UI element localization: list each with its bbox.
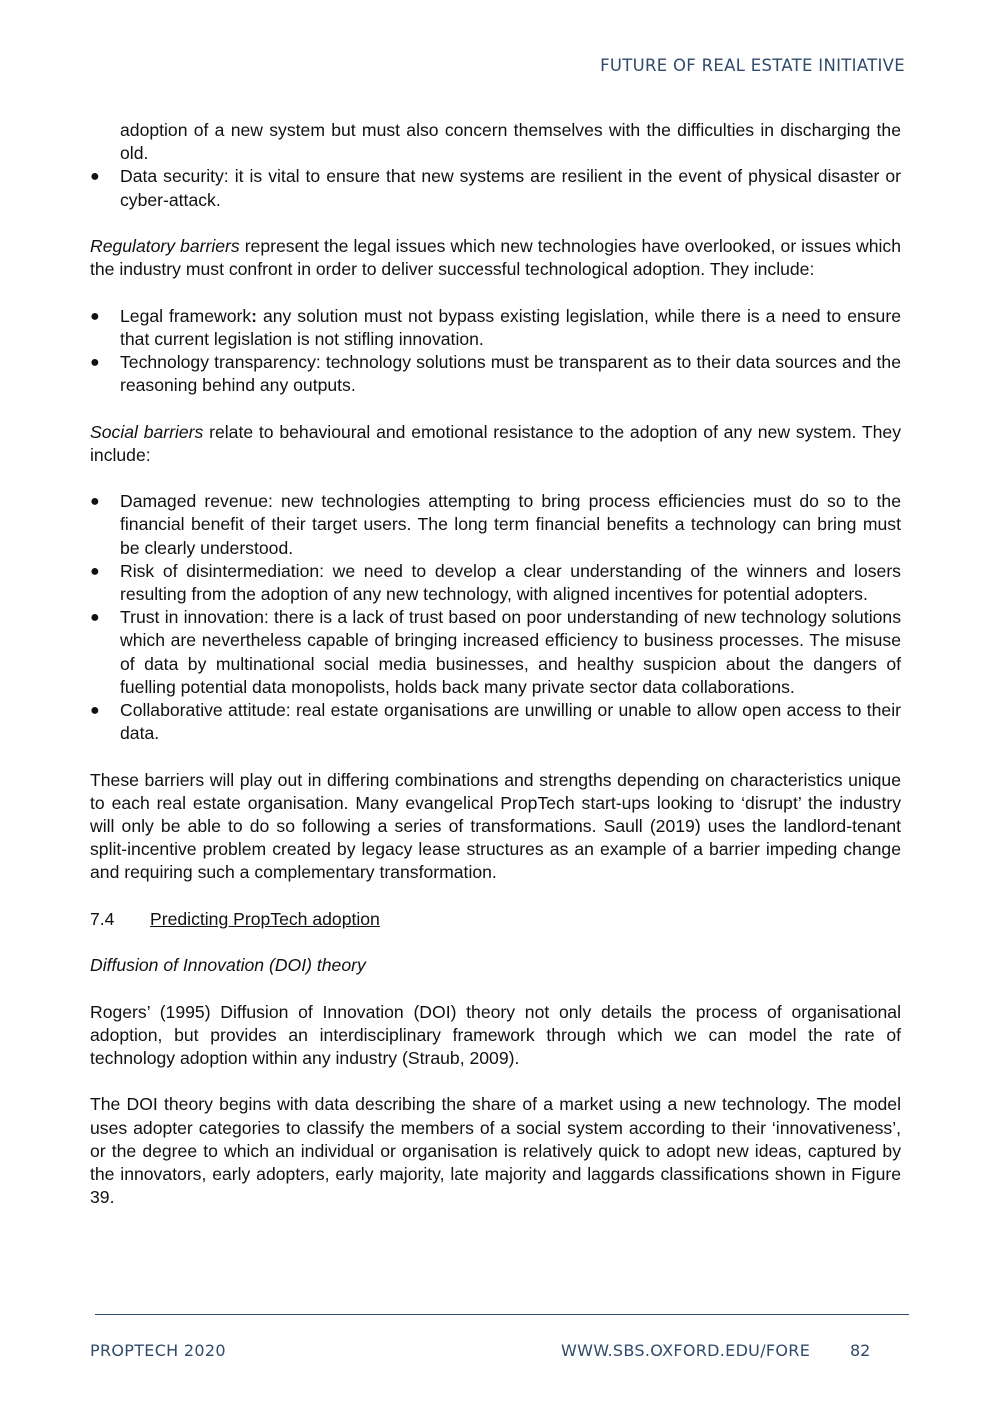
- bullet-separator: :: [285, 700, 291, 721]
- bullet-label: Risk of disintermediation: [120, 560, 320, 581]
- bullet-icon: ●: [90, 354, 100, 371]
- bullet-collaborative-attitude: [90, 699, 901, 745]
- footer-publication: PROPTECH 2020: [90, 1341, 226, 1360]
- bullet-trust-in-innovation: [90, 606, 901, 699]
- doi-paragraph-1: Rogers’ (1995) Diffusion of Innovation (DOI) theory not only details the process of organisational adoption, but provides an interdisciplinary framework through which we can model the rate of technology adoption within any industry (Straub, 2009).: [90, 1001, 901, 1068]
- bullet-icon: ●: [90, 702, 100, 720]
- section-heading: [90, 908, 901, 931]
- bullet-text: we need to develop a clear understanding of the winners and losers resulting from the adoption of any new technology, with aligned incentives for potential adopters.: [120, 560, 901, 604]
- bullet-label: Trust in innovation: [120, 607, 264, 628]
- bullet-damaged-revenue: [90, 490, 901, 560]
- bullet-technology-transparency: [90, 351, 901, 397]
- section-title: Predicting PropTech adoption: [150, 908, 380, 929]
- bullet-legal-framework: [90, 305, 901, 351]
- bullet-text: there is a lack of trust based on poor understanding of new technology solutions which are nevertheless capable of bringing increased efficiency to business processes. The misuse of data by multinational social media businesses, and healthy suspicion about the dangers of fuelling potential data monopolists, holds back many private sector data collaborations.: [120, 607, 901, 697]
- bullet-text: technology solutions must be transparent as to their data sources and the reasoning behind any outputs.: [120, 352, 901, 396]
- footer-divider: [95, 1314, 909, 1315]
- social-text: relate to behavioural and emotional resistance to the adoption of any new system. They include:: [90, 421, 902, 465]
- bullet-icon: ●: [90, 307, 100, 325]
- page-body: [90, 119, 901, 1209]
- bullet-icon: ●: [90, 609, 100, 627]
- subheading: [90, 954, 901, 977]
- bullet-icon: ●: [90, 562, 100, 580]
- regulatory-paragraph: [90, 235, 901, 281]
- page-number: 82: [850, 1341, 871, 1360]
- bullet-text: : it is vital to ensure that new systems are resilient in the event of physical disaster or cyber-attack.: [120, 166, 901, 210]
- barriers-paragraph: These barriers will play out in differing combinations and strengths depending on characteristics unique to each real estate organisation. Many evangelical PropTech start-ups looking to ‘disrupt’ the industry will only be able to do so following a series of transformations. Saull (2019) uses the landlord-tenant split-incentive problem created by legacy lease structures as an example of a barrier impeding change and requiring such a complementary transformation.: [90, 769, 901, 883]
- bullet-icon: ●: [90, 493, 100, 511]
- footer-url: WWW.SBS.OXFORD.EDU/FORE: [561, 1341, 811, 1360]
- bullet-data-security: [90, 165, 901, 211]
- bullet-separator: :: [315, 352, 321, 372]
- social-bullet-list: [90, 490, 901, 745]
- running-header: FUTURE OF REAL ESTATE INITIATIVE: [600, 56, 905, 75]
- bullet-label: Legal framework: [120, 305, 252, 326]
- regulatory-bullet-list: [90, 305, 901, 398]
- doi-paragraph-2: The DOI theory begins with data describing the share of a market using a new technology. The model uses adopter categories to classify the members of a social system according to their ‘innovativeness’, or the degree to which an individual or organisation is relatively quick to adopt new ideas, captured by the innovators, early adopters, early majority, late majority and laggards classifications shown in Figure 39.: [90, 1094, 901, 1208]
- regulatory-term: Regulatory barriers: [90, 236, 240, 256]
- bullet-label: Damaged revenue: [120, 491, 268, 512]
- bullet-text: any solution must not bypass existing legislation, while there is a need to ensure that current legislation is not stifling innovation.: [120, 305, 901, 349]
- bullet-separator: :: [267, 491, 273, 512]
- bullet-separator: :: [263, 607, 269, 628]
- bullet-text: new technologies attempting to bring process efficiencies must do so to the financial benefit of their target users. The long term financial benefits a technology can bring must be clearly understood.: [120, 491, 901, 558]
- bullet-label: Data security: [120, 166, 224, 187]
- social-term: Social barriers: [90, 421, 204, 442]
- social-paragraph: [90, 421, 901, 467]
- bullet-separator: :: [251, 305, 257, 326]
- bullet-separator: :: [319, 560, 325, 581]
- continued-bullet-text: adoption of a new system but must also concern themselves with the difficulties in discharging the old.: [120, 120, 901, 164]
- regulatory-text: represent the legal issues which new technologies have overlooked, or issues which the industry must confront in order to deliver successful technological adoption. They include:: [90, 236, 902, 280]
- bullet-label: Collaborative attitude: [120, 700, 286, 721]
- security-bullet-list: [90, 165, 901, 211]
- bullet-risk-of-disintermediation: [90, 560, 901, 606]
- bullet-icon: ●: [90, 168, 100, 186]
- bullet-label: Technology transparency: [120, 352, 316, 372]
- section-number: 7.4: [90, 908, 115, 929]
- bullet-text: real estate organisations are unwilling or unable to allow open access to their data.: [120, 700, 901, 744]
- subheading-text: Diffusion of Innovation (DOI) theory: [90, 955, 366, 976]
